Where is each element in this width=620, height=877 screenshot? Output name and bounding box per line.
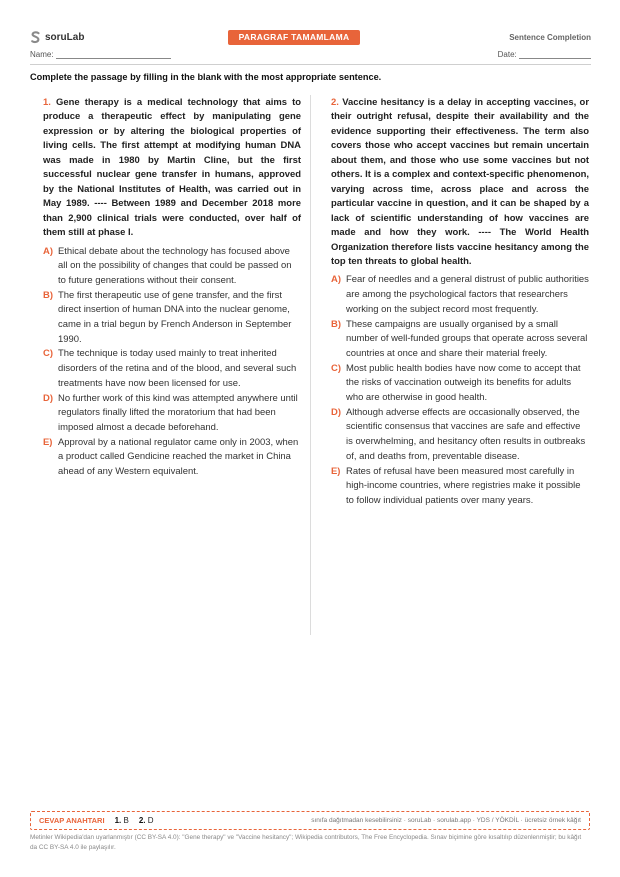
option-text: The technique is today used mainly to treat inherited disorders of the retina and of the blood, and several such treatments have now been licensed for use. — [58, 348, 297, 389]
option-text: No further work of this kind was attempted anywhere until regulators finally lifted the moratorium that had been imposed almost a decade beforehand. — [58, 392, 298, 433]
option-text: Rates of refusal have been measured most carefully in high-income countries, where registries make it possible to follow individual patients over many years. — [346, 465, 581, 506]
option-letter: A) — [331, 274, 341, 286]
option-text: Although adverse effects are occasionally observed, the scientific consensus that vaccines are safe and effective is overwhelming, and hesitancy often results in outbreaks of, and deaths from, preventable disease. — [346, 406, 586, 462]
option-d[interactable] — [43, 392, 301, 436]
sorulab-logo-icon — [30, 31, 41, 44]
logo-text: soruLab — [45, 32, 85, 43]
brand-logo — [30, 31, 84, 44]
date-field[interactable] — [498, 50, 591, 59]
section-label: Sentence Completion — [509, 33, 591, 42]
option-text: These campaigns are usually organised by a small number of well-funded groups that operate across several countries at once and share their material freely. — [346, 318, 588, 359]
option-letter: E) — [43, 436, 53, 448]
option-text: Fear of needles and a general distrust of public authorities are among the psychological factors that researchers working on the subject record most frequently. — [346, 274, 589, 315]
option-d[interactable] — [331, 406, 589, 465]
option-letter: A) — [43, 245, 53, 257]
header-divider — [30, 64, 591, 65]
attribution-note: Metinler Wikipedia'dan uyarlanmıştır (CC BY-SA 4.0): "Gene therapy" ve "Vaccine hesitancy"; Wikipedia contributors, The Free Encyclopedia. Sınav biçimine göre kısaltılıp düzenlenmiştir; bu kâğıt da CC BY-SA 4.0 ile paylaşılır. — [30, 834, 582, 851]
option-letter: B) — [331, 318, 341, 330]
section-badge: PARAGRAF TAMAMLAMA — [228, 30, 360, 45]
date-label: Date: — [497, 50, 517, 59]
name-field[interactable] — [30, 50, 171, 59]
option-text: Most public health bodies have now come to accept that the risks of vaccination outweigh its benefits for adults who are otherwise in good health. — [346, 362, 581, 404]
name-underline — [56, 50, 171, 59]
option-letter: D) — [331, 406, 341, 418]
option-a[interactable] — [43, 245, 301, 289]
question-text: Gene therapy is a medical technology that aims to produce a therapeutic effect by manipulating gene expression or by altering the biological properties of living cells. The first attempt at modifying human DNA was made in 1980 by Martin Cline, but the first successful nuclear gene transfer in humans, approved by the National Institutes of Health, was carried out in May 1989. ---- Between 1989 and December 2018 more than 2,900 clinical trials were conducted, over half of them still at phase I. — [43, 97, 301, 239]
option-text: Approval by a national regulator came only in 2003, when a product called Gendicine reached the market in China ahead of any Western equivalent. — [58, 436, 299, 478]
instruction: Complete the passage by filling in the blank with the most appropriate sentence. — [30, 72, 382, 82]
question-number: 1. — [43, 97, 51, 108]
answer-key-footer: sınıfa dağıtmadan kesebilirsiniz · soruLab · sorulab.app · YDS / YÖKDİL · ücretsiz örnek kâğıt — [311, 817, 581, 824]
answer-key-title: CEVAP ANAHTARI — [39, 816, 105, 825]
option-letter: C) — [331, 362, 341, 374]
question-text: Vaccine hesitancy is a delay in accepting vaccines, or their outright refusal, despite their availability and the evidence supporting their effectiveness. The term also covers those who accept vaccines but remain uncertain about them, and those who use some vaccines but not others. It is a complex and context-specific phenomenon, varying across time, across place and across the particular vaccine in question, and it can be shaped by a lack of scientific understanding of how vaccines are made and how they work. ---- The World Health Organization therefore lists vaccine hesitancy among the top ten threats to global health. — [331, 97, 589, 267]
answer-key-item: 2. D — [138, 816, 154, 825]
option-letter: B) — [43, 289, 53, 301]
answer-key — [30, 811, 590, 830]
option-letter: C) — [43, 348, 53, 360]
option-text: The first therapeutic use of gene transfer, and the first direct insertion of human DNA into the nuclear genome, came in a trial begun by French Anderson in September 1990. — [58, 289, 292, 345]
option-list — [331, 273, 589, 508]
option-text: Ethical debate about the technology has focused above all on the possibility of changes that could be passed on to future generations without their consent. — [58, 245, 292, 286]
option-c[interactable] — [43, 347, 301, 391]
question-2 — [331, 96, 589, 509]
option-list — [43, 245, 301, 480]
option-letter: E) — [331, 465, 341, 477]
option-b[interactable] — [331, 318, 589, 362]
option-a[interactable] — [331, 273, 589, 317]
question-number: 2. — [331, 97, 339, 108]
question-stem — [43, 96, 301, 241]
date-underline — [519, 50, 591, 59]
option-b[interactable] — [43, 289, 301, 348]
name-label: Name: — [30, 50, 54, 59]
option-c[interactable] — [331, 362, 589, 406]
option-e[interactable] — [331, 465, 589, 509]
question-stem — [331, 96, 589, 269]
question-1 — [43, 96, 301, 480]
option-letter: D) — [43, 392, 53, 404]
answer-key-item: 1. B — [114, 816, 129, 825]
column-divider — [310, 95, 311, 635]
option-e[interactable] — [43, 436, 301, 480]
